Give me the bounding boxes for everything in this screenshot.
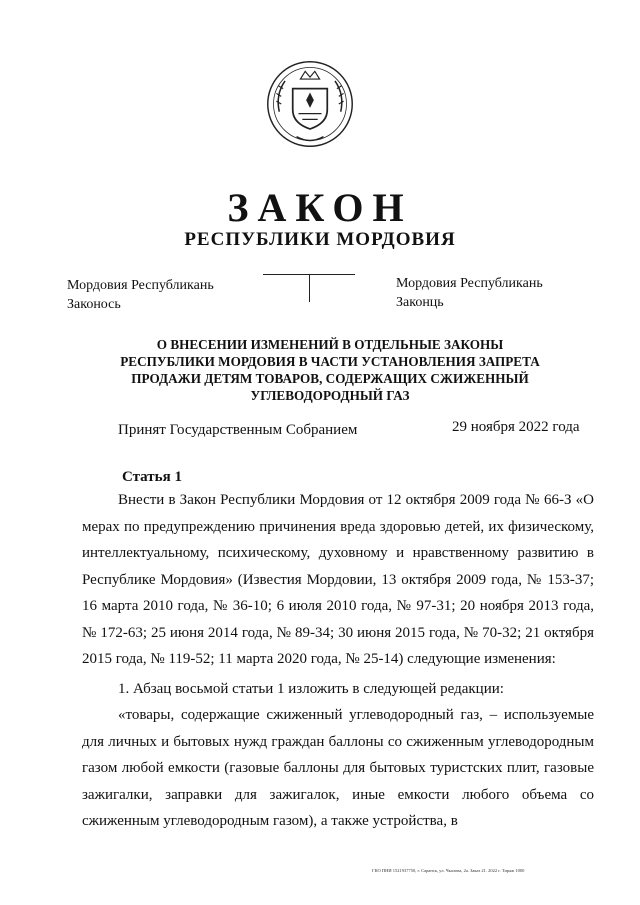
print-footer: ГКО ПНИ 1521937750, г. Саранск, ул. Чкалова, 2а. Заказ 21. 2022 г. Тираж 1000 [372,868,525,873]
law-label-left-line1: Мордовия Республикань [67,278,214,293]
header-divider-vertical [309,275,310,302]
document-title: ЗАКОН [227,185,413,230]
paragraph-definition: «товары, содержащие сжиженный углеводородный газ, – используемые для личных и бытовых нужд граждан баллоны со сжиженным углеводородным газом любой емкости (газовые баллоны для бытовых туристских плит, газовые зажигалки, заправки для зажигалок, иные емкости любого объема со сжиженным углеводородным газом), а также устройства, в [82,707,594,829]
adopted-by: Принят Государственным Собранием [118,422,358,438]
law-label-right-line1: Мордовия Республикань [396,276,543,291]
law-label-left-line2: Законось [67,297,121,312]
law-label-right [396,274,543,312]
document-subtitle: РЕСПУБЛИКИ МОРДОВИЯ [184,229,456,250]
article-title: Статья 1 [122,469,182,485]
republic-emblem-icon [262,56,358,152]
law-heading: О ВНЕСЕНИИ ИЗМЕНЕНИЙ В ОТДЕЛЬНЫЕ ЗАКОНЫ РЕСПУБЛИКИ МОРДОВИЯ В ЧАСТИ УСТАНОВЛЕНИЯ ЗАПРЕТА ПРОДАЖИ ДЕТЯМ ТОВАРОВ, СОДЕРЖАЩИХ СЖИЖЕННЫЙ УГЛЕВОДОРОДНЫЙ ГАЗ [120,337,540,403]
law-label-right-line2: Законць [396,295,444,310]
paragraph-amendment: Внести в Закон Республики Мордовия от 12 октября 2009 года № 66-З «О мерах по предупреждению причинения вреда здоровью детей, их физическому, интеллектуальному, психическому, духовному и нравственному развитию в Республике Мордовия» (Известия Мордовии, 13 октября 2009 года, № 153-37; 16 марта 2010 года, № 36-10; 6 июля 2010 года, № 97-31; 20 ноября 2013 года, № 172-63; 25 июня 2014 года, № 89-34; 30 июня 2015 года, № 70-32; 21 октября 2015 года, № 119-52; 11 марта 2020 года, № 25-14) следующие изменения: [82,492,594,667]
law-label-left [67,276,214,314]
article-body [82,487,594,835]
item-1: 1. Абзац восьмой статьи 1 изложить в следующей редакции: [118,680,504,697]
adopted-date: 29 ноября 2022 года [452,419,580,435]
